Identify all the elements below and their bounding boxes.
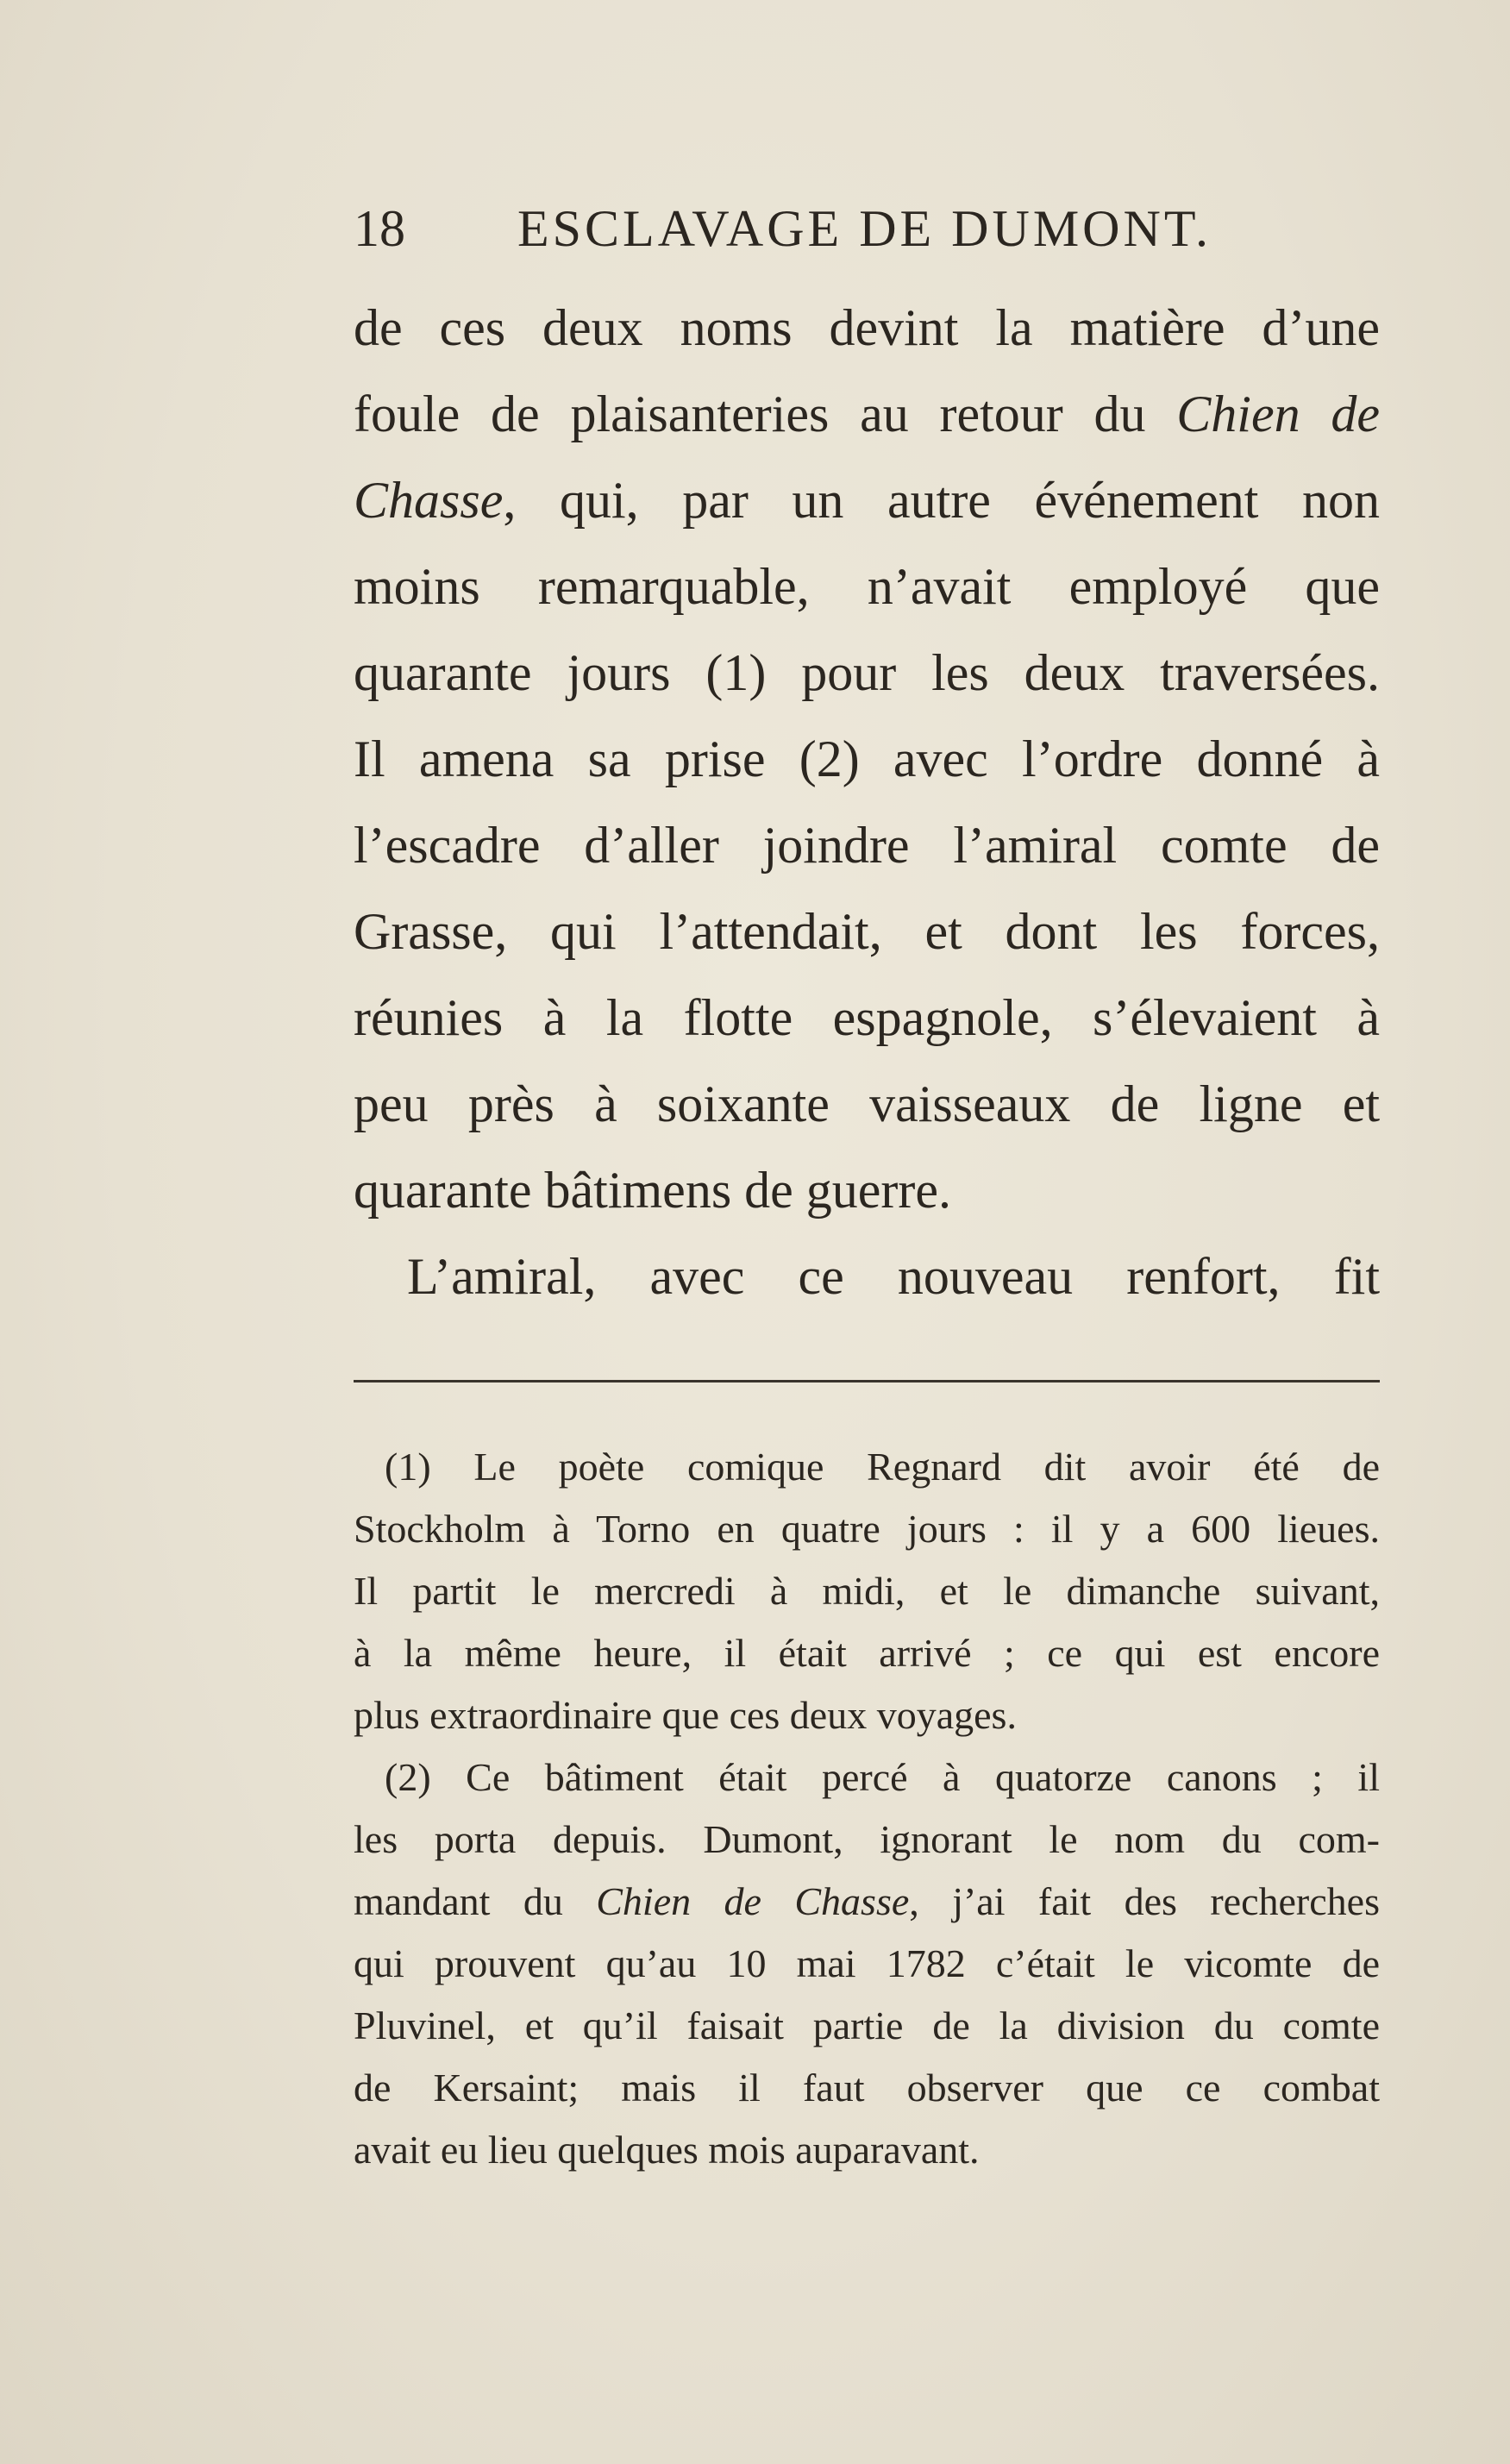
footnote-line: plus extraordinaire que ces deux voyages. <box>354 1693 1017 1737</box>
ship-name-italic: Chien de Chasse <box>596 1879 910 1923</box>
footnote-2 <box>354 1746 1380 2181</box>
text-line: réunies à la flotte espagnole, s’élevaient à <box>354 989 1380 1046</box>
text-line: peu près à soixante vaisseaux de ligne et <box>354 1075 1380 1132</box>
text-line: quarante jours (1) pour les deux traversées. <box>354 644 1380 701</box>
ship-name-italic: Chasse <box>354 472 504 529</box>
footnote-line: à la même heure, il était arrivé ; ce qui est encore <box>354 1631 1380 1675</box>
text-line: quarante bâtimens de guerre. <box>354 1162 952 1219</box>
text-line: L’amiral, avec ce nouveau renfort, fit <box>407 1248 1380 1305</box>
text-line: Il amena sa prise (2) avec l’ordre donné à <box>354 730 1380 787</box>
footnote-separator <box>354 1380 1380 1382</box>
footnote-line: Il partit le mercredi à midi, et le dimanche suivant, <box>354 1569 1380 1613</box>
footnote-line: Stockholm à Torno en quatre jours : il y a 600 lieues. <box>354 1507 1380 1551</box>
text-line <box>354 457 1380 543</box>
text-line: moins remarquable, n’avait employé que <box>354 558 1380 615</box>
text-line <box>354 371 1380 457</box>
footnote-line: les porta depuis. Dumont, ignorant le nom du com- <box>354 1817 1380 1861</box>
text-line: l’escadre d’aller joindre l’amiral comte de <box>354 817 1380 874</box>
footnote-line: qui prouvent qu’au 10 mai 1782 c’était le vicomte de <box>354 1941 1380 1985</box>
footnote-line: avait eu lieu quelques mois auparavant. <box>354 2128 980 2172</box>
text-fragment: mandant du <box>354 1879 597 1923</box>
text-fragment: , qui, par un autre événement non <box>503 472 1380 529</box>
footnote-1 <box>354 1436 1380 1746</box>
ship-name-italic: Chien de <box>1176 386 1380 442</box>
text-fragment: foule de plaisanteries au retour du <box>354 386 1177 442</box>
text-fragment: , j’ai fait des recherches <box>909 1879 1380 1923</box>
text-line: Grasse, qui l’attendait, et dont les forces, <box>354 903 1380 960</box>
running-title: ESCLAVAGE DE DUMONT. <box>517 200 1212 257</box>
footnote-line <box>354 1871 1380 1933</box>
text-line: de ces deux noms devint la matière d’une <box>354 299 1380 356</box>
footnote-line: (1) Le poète comique Regnard dit avoir été de <box>385 1445 1380 1489</box>
page-header <box>354 194 1380 263</box>
footnote-line: (2) Ce bâtiment était percé à quatorze canons ; il <box>385 1755 1380 1799</box>
page-number: 18 <box>354 200 405 257</box>
main-text <box>354 285 1380 1320</box>
footnote-line: Pluvinel, et qu’il faisait partie de la division du comte <box>354 2003 1380 2047</box>
footnote-line: de Kersaint; mais il faut observer que ce combat <box>354 2066 1380 2110</box>
footnotes <box>354 1436 1380 2181</box>
